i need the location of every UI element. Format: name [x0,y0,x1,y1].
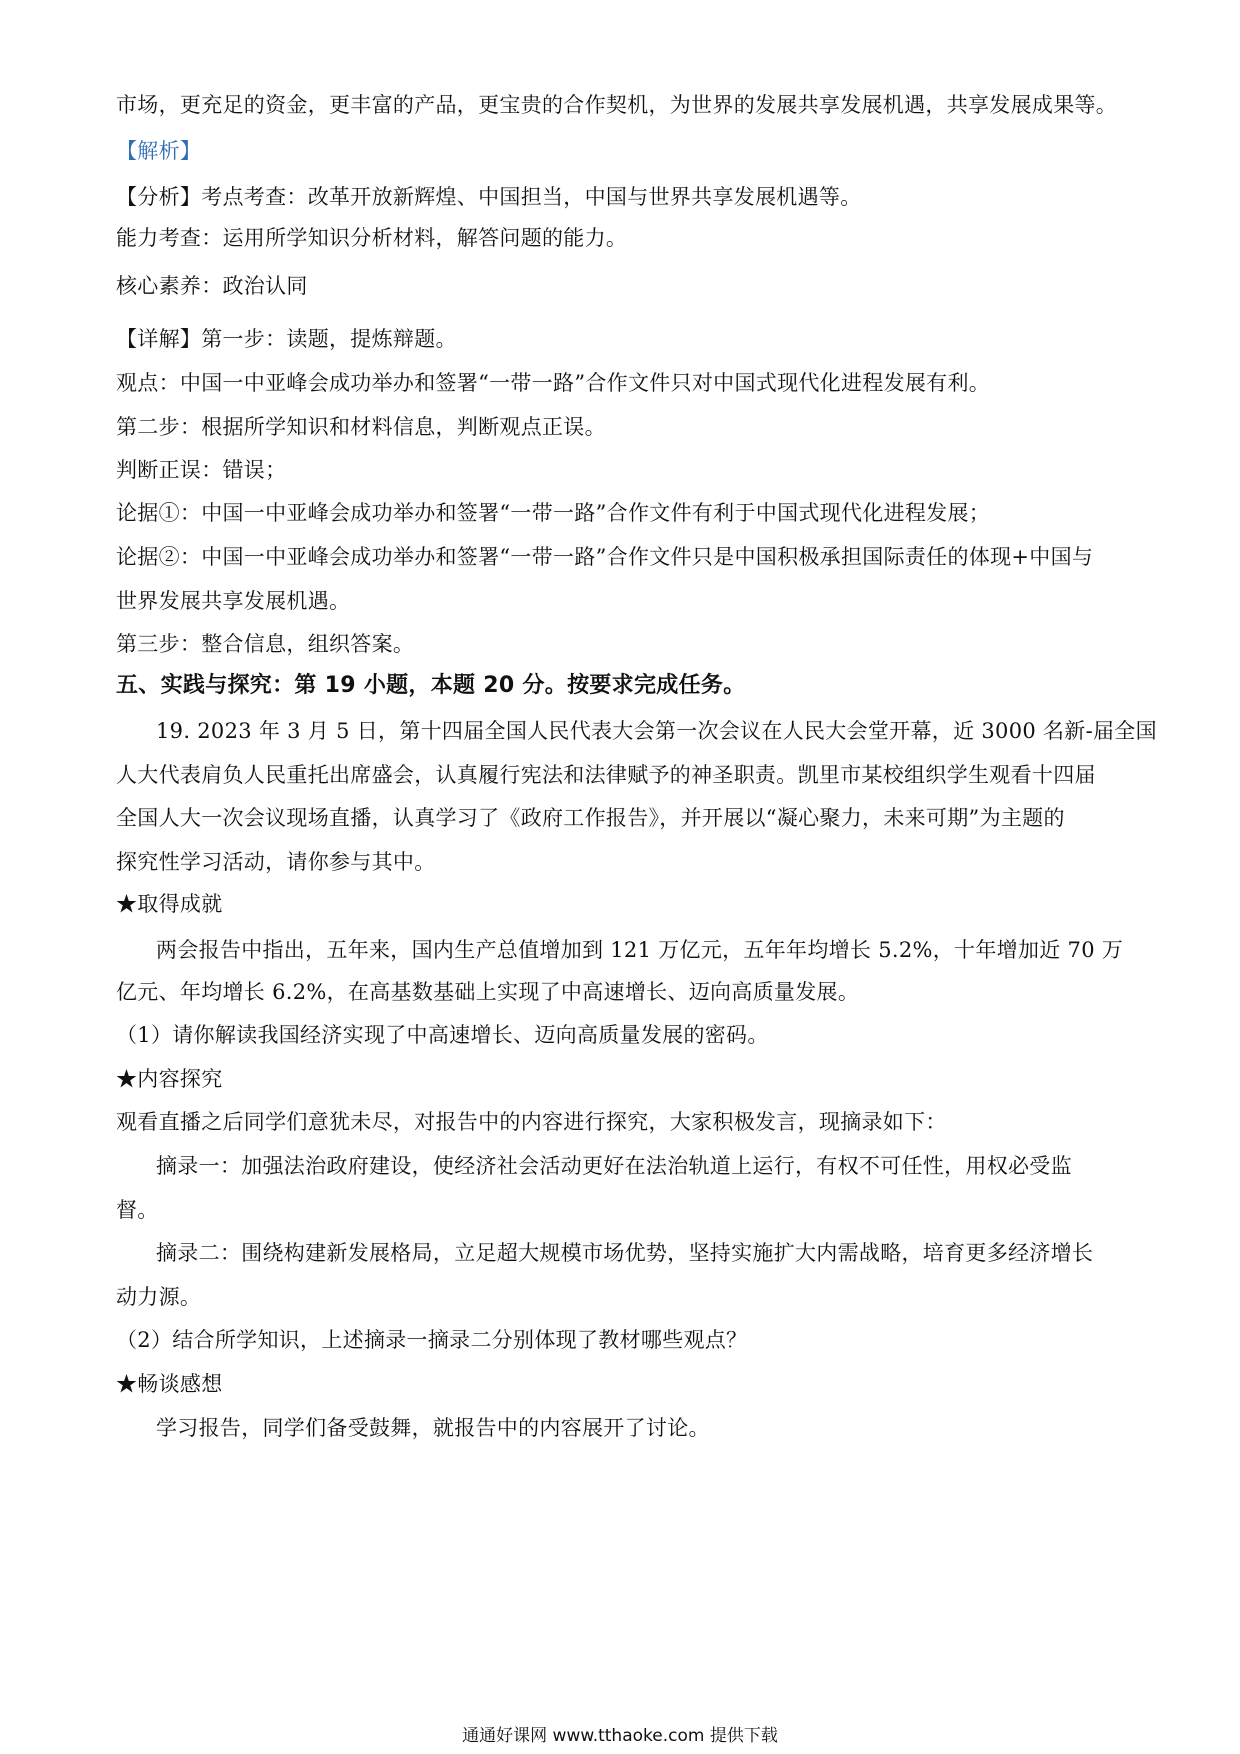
excerpt-two-cont: 动力源。 [116,1285,202,1309]
content-heading: ★内容探究 [116,1067,223,1091]
question-19-line2: 人大代表肩负人民重托出席盛会，认真履行宪法和法律赋予的神圣职责。凯里市某校组织学生观看十四届 [116,763,1096,787]
detail-step-one: 【详解】第一步：读题，提炼辩题。 [116,327,457,351]
achievement-heading: ★取得成就 [116,892,223,916]
analysis-label: 【解析】 [116,139,202,163]
footer-watermark: 通通好课网 www.tthaoke.com 提供下载 [462,1726,778,1746]
question-19-line3: 全国人大一次会议现场直播，认真学习了《政府工作报告》，并开展以“凝心聚力，未来可期”为主题的 [116,806,1065,830]
report-summary: 两会报告中指出，五年来，国内生产总值增加到 121 万亿元，五年年均增长 5.2%，十年增加近 70 万 [156,938,1124,962]
question-19-line4: 探究性学习活动，请你参与其中。 [116,850,436,874]
sub-question-2: （2）结合所学知识，上述摘录一摘录二分别体现了教材哪些观点？ [116,1328,748,1352]
excerpt-one: 摘录一：加强法治政府建设，使经济社会活动更好在法治轨道上运行，有权不可任性，用权必受监 [156,1154,1072,1178]
question-19: 19. 2023 年 3 月 5 日，第十四届全国人民代表大会第一次会议在人民大会堂开幕，近 3000 名新-届全国 [156,719,1157,743]
sub-question-1: （1）请你解读我国经济实现了中高速增长、迈向高质量发展的密码。 [116,1023,769,1047]
ability-check: 能力考查：运用所学知识分析材料，解答问题的能力。 [116,226,628,250]
argument-one: 论据①：中国一中亚峰会成功举办和签署“一带一路”合作文件有利于中国式现代化进程发展； [116,501,991,525]
step-three: 第三步：整合信息，组织答案。 [116,632,415,656]
viewpoint: 观点：中国一中亚峰会成功举办和签署“一带一路”合作文件只对中国式现代化进程发展有利。 [116,371,991,395]
core-literacy: 核心素养：政治认同 [116,274,308,298]
judgment: 判断正误：错误； [116,458,287,482]
thoughts-text: 学习报告，同学们备受鼓舞，就报告中的内容展开了讨论。 [156,1416,710,1440]
analysis-points: 【分析】考点考查：改革开放新辉煌、中国担当，中国与世界共享发展机遇等。 [116,185,862,209]
excerpt-two: 摘录二：围绕构建新发展格局，立足超大规模市场优势，坚持实施扩大内需战略，培育更多经济增长 [156,1241,1094,1265]
thoughts-heading: ★畅谈感想 [116,1372,223,1396]
report-summary-cont: 亿元、年均增长 6.2%，在高基数基础上实现了中高速增长、迈向高质量发展。 [116,980,860,1004]
excerpt-one-cont: 督。 [116,1198,159,1222]
section-heading: 五、实践与探究：第 19 小题，本题 20 分。按要求完成任务。 [116,673,746,698]
argument-two-cont: 世界发展共享发展机遇。 [116,589,351,613]
answer-continuation: 市场，更充足的资金，更丰富的产品，更宝贵的合作契机，为世界的发展共享发展机遇，共享发展成果等。 [116,93,1118,117]
step-two: 第二步：根据所学知识和材料信息，判断观点正误。 [116,415,606,439]
argument-two: 论据②：中国一中亚峰会成功举办和签署“一带一路”合作文件只是中国积极承担国际责任的体现+中国与 [116,545,1094,569]
excerpt-intro: 观看直播之后同学们意犹未尽，对报告中的内容进行探究，大家积极发言，现摘录如下： [116,1110,947,1134]
